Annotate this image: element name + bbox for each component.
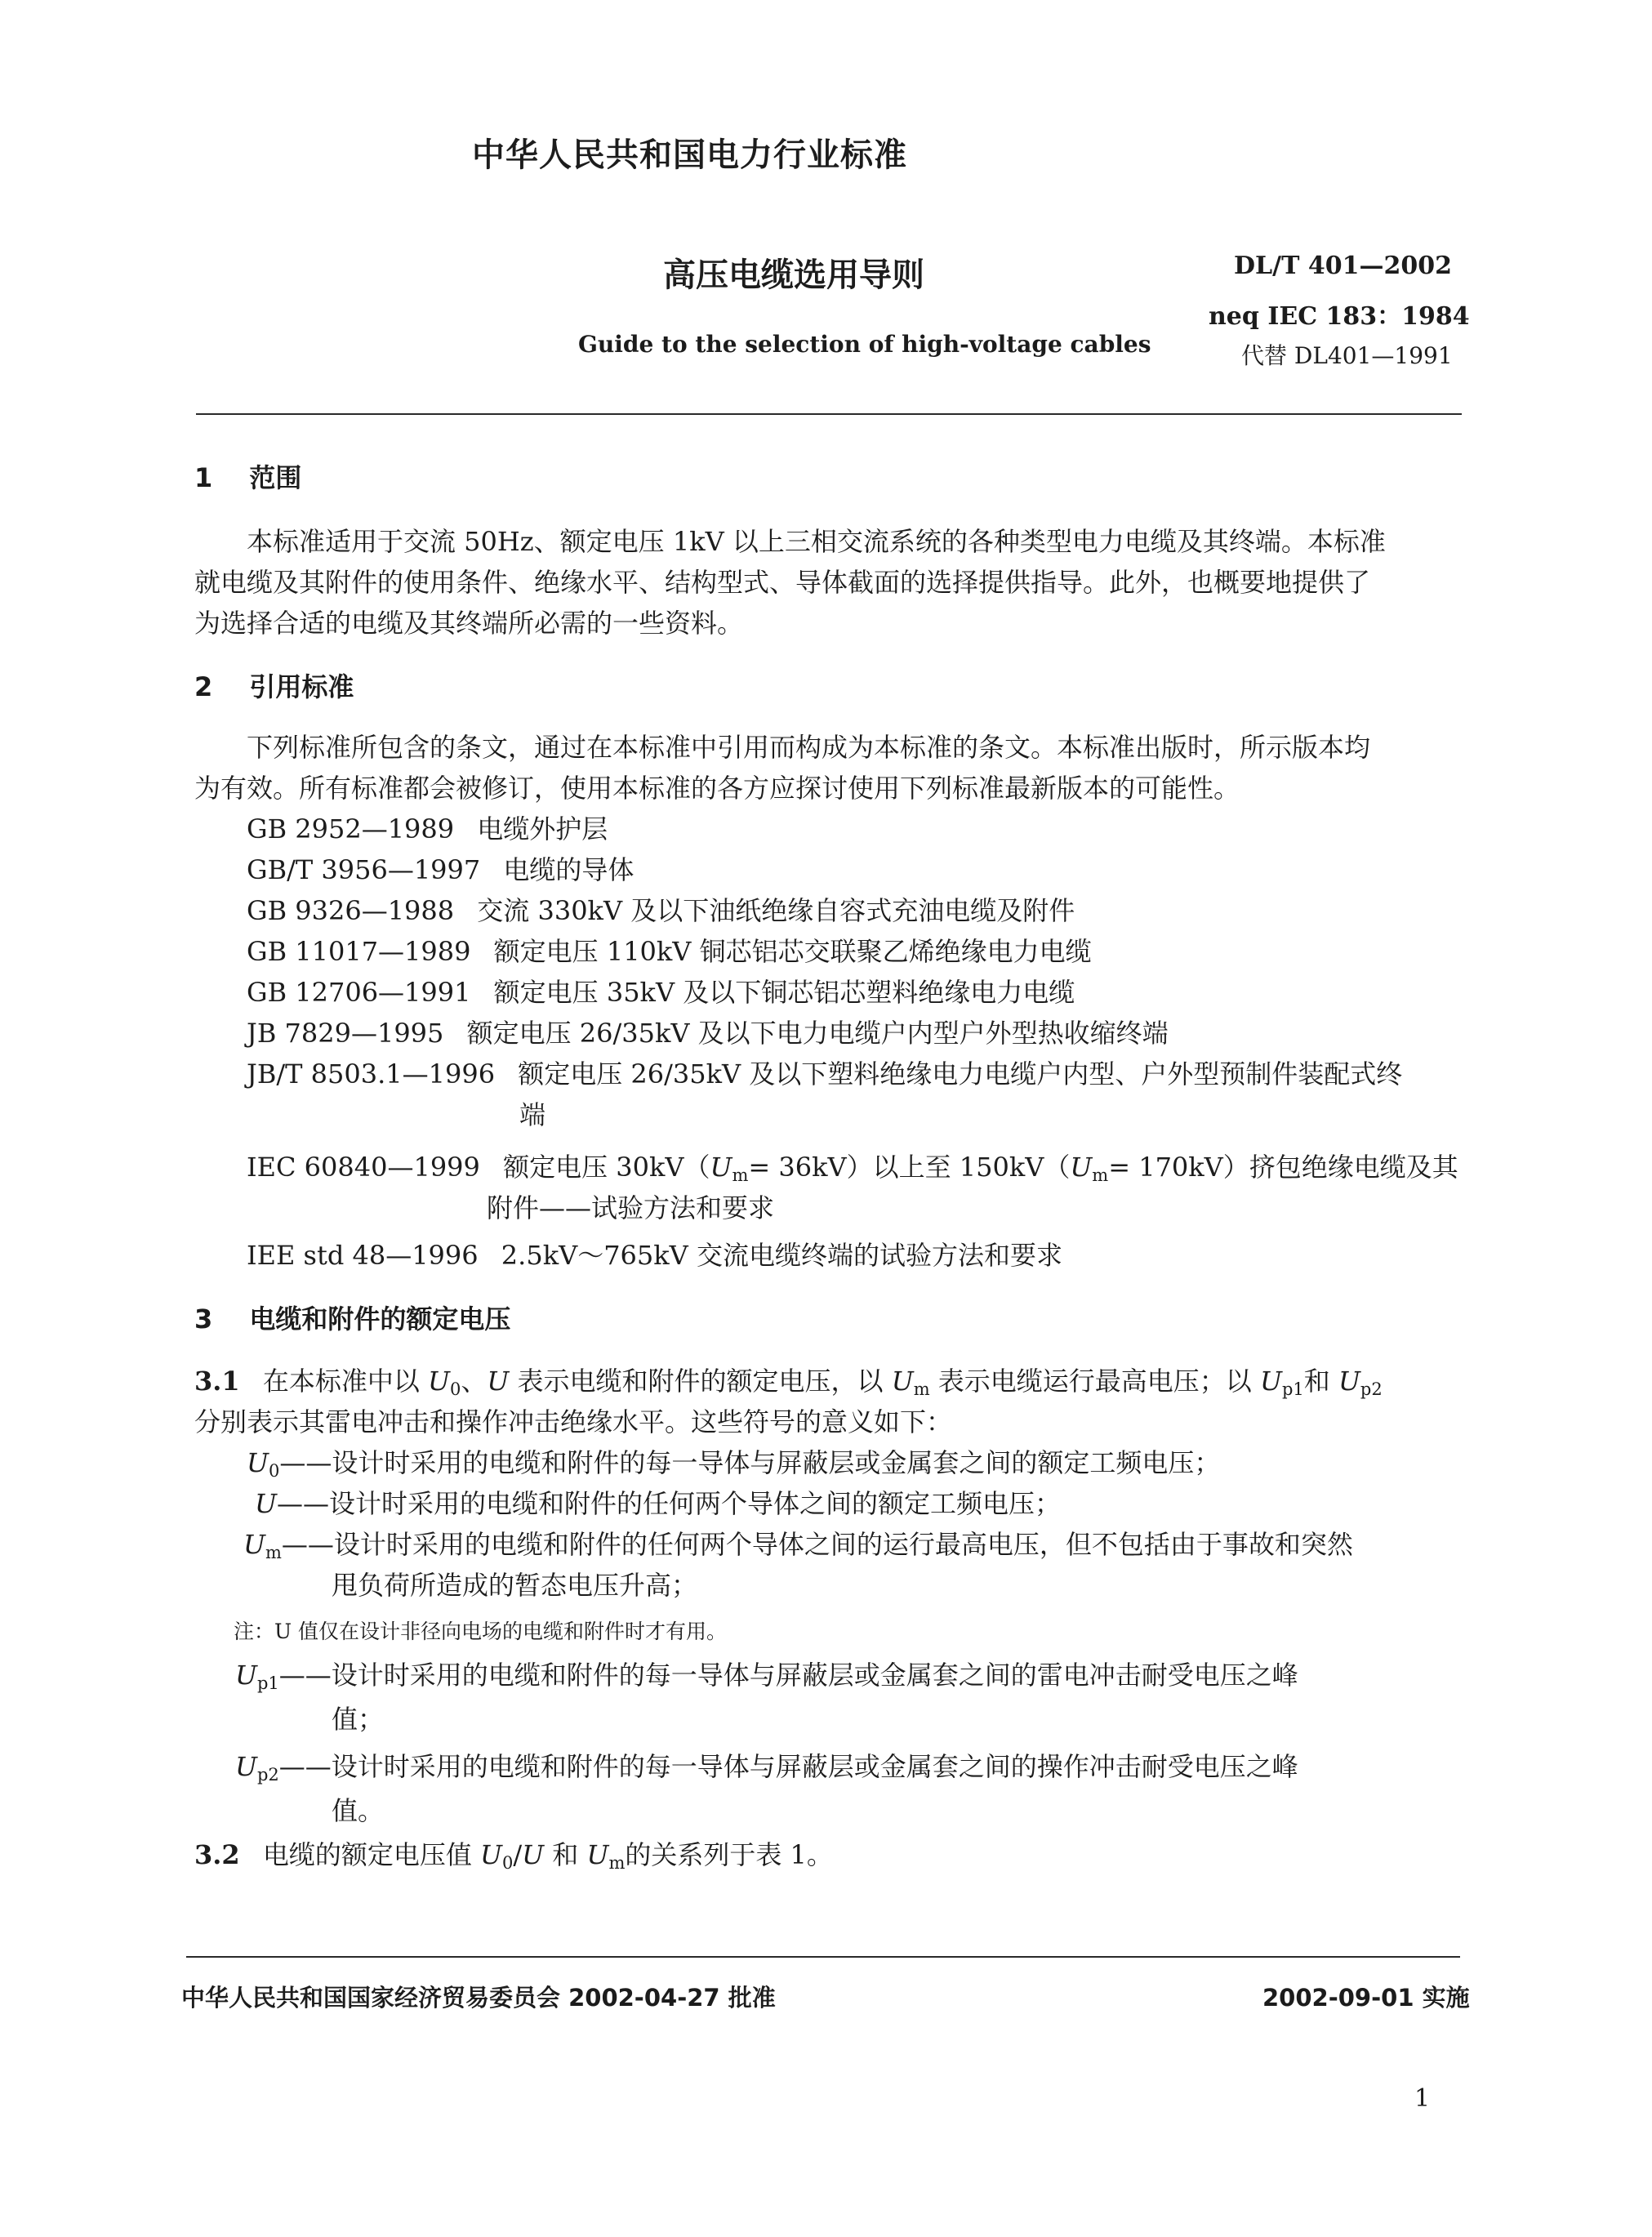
um-subscript: m	[265, 1543, 282, 1562]
clause-number: 3.1	[194, 1366, 240, 1397]
text-run: 和	[1303, 1366, 1338, 1397]
u0-subscript: 0	[502, 1853, 514, 1873]
um-subscript: m	[913, 1379, 930, 1399]
definition-u	[255, 1483, 1061, 1524]
up1-symbol: U	[235, 1660, 257, 1691]
approval-line: 中华人民共和国国家经济贸易委员会 2002-04-27 批准	[181, 1984, 776, 2012]
reference-item	[247, 809, 608, 849]
um-subscript: m	[732, 1165, 749, 1185]
text-run: 表示电缆和附件的额定电压，以	[509, 1366, 892, 1397]
document-title: 高压电缆选用导则	[663, 256, 924, 294]
reference-item	[247, 1054, 1402, 1094]
english-title: Guide to the selection of high-voltage cables	[578, 331, 1151, 358]
text-run: 表示电缆运行最高电压；以	[929, 1366, 1260, 1397]
section-2-line-2: 为有效。所有标准都会被修订，使用本标准的各方应探讨使用下列标准最新版本的可能性。	[194, 773, 1240, 804]
clause-3-1-line-2: 分别表示其雷电冲击和操作冲击绝缘水平。这些符号的意义如下：	[194, 1406, 953, 1437]
reference-item	[247, 890, 1075, 931]
reference-item	[247, 972, 1075, 1013]
section-title: 引用标准	[249, 671, 354, 702]
reference-code: IEE std 48—1996	[247, 1240, 479, 1271]
um-subscript: m	[1092, 1165, 1109, 1185]
reference-title: 交流 330kV 及以下油纸绝缘自容式充油电缆及附件	[477, 895, 1075, 926]
reference-title: 电缆的导体	[503, 854, 635, 885]
text-run: 在本标准中以	[262, 1366, 429, 1397]
definition-up1	[235, 1655, 1298, 1704]
section-2-heading	[194, 666, 354, 704]
reference-code: GB 9326—1988	[247, 895, 455, 926]
reference-code: IEC 60840—1999	[247, 1152, 480, 1183]
reference-title: 2.5kV～765kV 交流电缆终端的试验方法和要求	[501, 1240, 1062, 1271]
standard-number: DL/T 401—2002	[1234, 252, 1452, 280]
reference-item	[247, 1013, 1169, 1054]
effective-date: 2002-09-01 实施	[1262, 1984, 1470, 2012]
reference-code: GB 11017—1989	[247, 936, 471, 967]
um-symbol: U	[891, 1366, 914, 1397]
reference-title: 额定电压 35kV 及以下铜芯铝芯塑料绝缘电力电缆	[493, 977, 1075, 1008]
u-symbol: U	[255, 1488, 277, 1519]
text-run: /	[513, 1839, 523, 1870]
reference-title: 电缆外护层	[477, 813, 608, 844]
reference-item	[247, 1235, 1062, 1276]
reference-code: GB 2952—1989	[247, 813, 455, 844]
u0-subscript: 0	[450, 1379, 461, 1399]
clause-text	[263, 1366, 1383, 1397]
u0-subscript: 0	[268, 1461, 280, 1481]
section-number: 3	[194, 1303, 213, 1335]
reference-title	[503, 1152, 1458, 1183]
reference-title-part: 额定电压 30kV（	[503, 1152, 710, 1183]
reference-code: JB 7829—1995	[247, 1018, 444, 1049]
org-title: 中华人民共和国电力行业标准	[472, 136, 907, 174]
up1-subscript: p1	[256, 1673, 279, 1693]
um-symbol: U	[243, 1529, 265, 1560]
definition-um-continuation: 甩负荷所造成的暂态电压升高；	[332, 1570, 698, 1601]
section-title: 范围	[249, 462, 302, 493]
definition-up2	[235, 1746, 1298, 1795]
page-number: 1	[1414, 2084, 1431, 2113]
definition-text: ——设计时采用的电缆和附件的任何两个导体之间的运行最高电压，但不包括由于事故和突然	[281, 1529, 1353, 1560]
um-subscript: m	[608, 1853, 626, 1873]
reference-continuation: 端	[519, 1099, 546, 1130]
text-run: 、	[461, 1366, 488, 1397]
section-title: 电缆和附件的额定电压	[249, 1303, 511, 1335]
clause-3-2	[194, 1834, 833, 1883]
reference-title-part: = 170kV）挤包绝缘电缆及其	[1108, 1152, 1458, 1183]
definition-text: ——设计时采用的电缆和附件的任何两个导体之间的额定工频电压；	[276, 1488, 1061, 1519]
header-divider	[196, 413, 1462, 415]
clause-number: 3.2	[194, 1839, 240, 1870]
clause-text	[262, 1839, 833, 1873]
section-number: 2	[194, 671, 213, 702]
u0-symbol: U	[480, 1839, 502, 1870]
definition-note: 注：U 值仅在设计非径向电场的电缆和附件时才有用。	[234, 1620, 728, 1643]
text-run: 电缆的额定电压值	[262, 1839, 481, 1870]
reference-continuation: 附件——试验方法和要求	[487, 1192, 775, 1223]
reference-item	[247, 849, 634, 890]
text-run: 的关系列于表 1。	[625, 1839, 833, 1870]
u0-symbol: U	[428, 1366, 450, 1397]
reference-title: 额定电压 26/35kV 及以下电力电缆户内型户外型热收缩终端	[466, 1018, 1169, 1049]
section-3-heading	[194, 1299, 510, 1336]
reference-title: 额定电压 26/35kV 及以下塑料绝缘电力电缆户内型、户外型预制件装配式终	[518, 1058, 1403, 1090]
up1-symbol: U	[1259, 1366, 1282, 1397]
um-symbol: U	[710, 1152, 732, 1183]
section-1-line-2: 就电缆及其附件的使用条件、绝缘水平、结构型式、导体截面的选择提供指导。此外，也概要地提供了	[194, 567, 1371, 598]
up2-subscript: p2	[256, 1765, 279, 1785]
footer-divider	[186, 1956, 1460, 1958]
section-2-line-1: 下列标准所包含的条文，通过在本标准中引用而构成为本标准的条文。本标准出版时，所示版本均	[247, 732, 1371, 763]
replaces-reference: 代替 DL401—1991	[1241, 342, 1453, 369]
section-number: 1	[194, 462, 213, 493]
definition-text: ——设计时采用的电缆和附件的每一导体与屏蔽层或金属套之间的雷电冲击耐受电压之峰	[278, 1660, 1298, 1691]
up1-subscript: p1	[1281, 1379, 1304, 1399]
definition-text: ——设计时采用的电缆和附件的每一导体与屏蔽层或金属套之间的额定工频电压；	[279, 1447, 1221, 1478]
up2-subscript: p2	[1360, 1379, 1383, 1399]
definition-up2-continuation: 值。	[332, 1795, 385, 1826]
up2-symbol: U	[235, 1751, 257, 1782]
u-symbol: U	[522, 1839, 545, 1870]
reference-item	[247, 1147, 1458, 1196]
neq-reference: neq IEC 183：1984	[1209, 302, 1470, 331]
reference-code: GB 12706—1991	[247, 977, 471, 1008]
reference-code: GB/T 3956—1997	[247, 854, 481, 885]
section-1-line-1: 本标准适用于交流 50Hz、额定电压 1kV 以上三相交流系统的各种类型电力电缆及其终端。本标准	[247, 526, 1386, 557]
up2-symbol: U	[1338, 1366, 1360, 1397]
reference-title-part: = 36kV）以上至 150kV（	[748, 1152, 1071, 1183]
reference-item	[247, 931, 1092, 972]
u-symbol: U	[487, 1366, 510, 1397]
definition-up1-continuation: 值；	[332, 1704, 385, 1735]
reference-title: 额定电压 110kV 铜芯铝芯交联聚乙烯绝缘电力电缆	[493, 936, 1092, 967]
um-symbol: U	[1070, 1152, 1093, 1183]
u0-symbol: U	[247, 1447, 269, 1478]
text-run: 和	[544, 1839, 587, 1870]
definition-text: ——设计时采用的电缆和附件的每一导体与屏蔽层或金属套之间的操作冲击耐受电压之峰	[278, 1751, 1298, 1782]
section-1-line-3: 为选择合适的电缆及其终端所必需的一些资料。	[194, 608, 744, 639]
section-1-heading	[194, 457, 301, 495]
um-symbol: U	[586, 1839, 609, 1870]
reference-code: JB/T 8503.1—1996	[247, 1058, 496, 1090]
